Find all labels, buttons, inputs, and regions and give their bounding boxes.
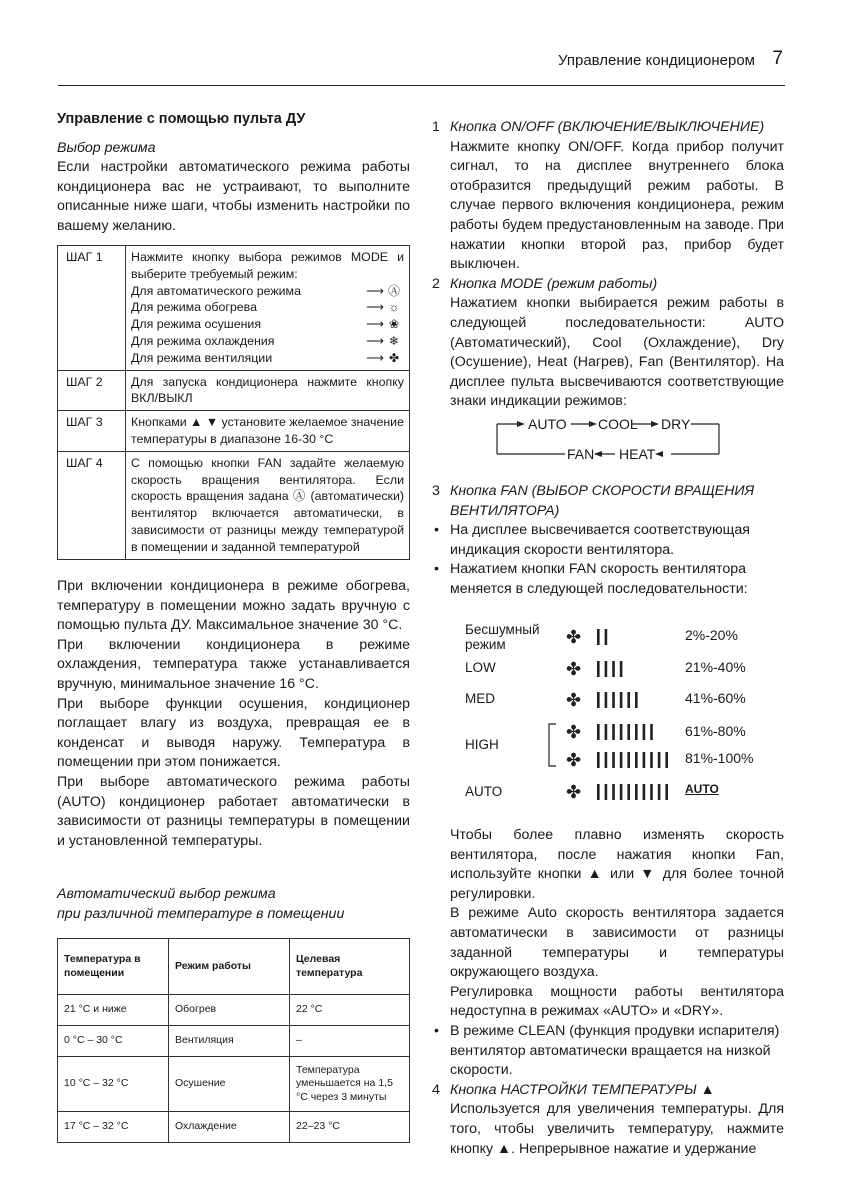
speed-bar xyxy=(612,692,615,708)
right-column-bottom xyxy=(432,826,784,1159)
step-content xyxy=(126,451,410,559)
item-text: Нажмите кнопку ON/OFF. Когда прибор получит сигнал, то на дисплее внутреннего блока отобразится предыдущий режим работы. В случае первого включения кондиционера, режим работы будем предустановленным на заводе. При нажатии кнопки второй раз, прибор будет выключен. xyxy=(450,138,784,273)
bullet-text: Нажатием кнопки FAN скорость вентилятора меняется в следующей последовательности: xyxy=(450,561,748,597)
left-column xyxy=(57,110,410,237)
table-cell: Осушение xyxy=(169,1057,290,1112)
high-bracket xyxy=(547,722,557,768)
sun-icon: ☼ xyxy=(388,300,400,315)
fan-speed-row xyxy=(566,782,668,800)
cycle-fan: FAN xyxy=(567,446,595,462)
table-cell: 22–23 °C xyxy=(290,1112,410,1143)
table-cell: 21 °C и ниже xyxy=(58,995,169,1026)
fan-level-label: HIGH xyxy=(465,737,499,752)
paragraph: При выборе функции осушения, кондиционер поглащает влагу из воздуха, превращая ее в конденсат и выводя наружу. Температура в помещении при этом понижается. xyxy=(57,695,410,771)
step-label: ШАГ 1 xyxy=(58,246,126,371)
item-title-text: Кнопка НАСТРОЙКИ ТЕМПЕРАТУРЫ ▲ xyxy=(450,1081,715,1098)
paragraph: При включении кондиционера в режиме обогрева, температуру в помещении можно задать вручную с помощью пульта ДУ. Максимальное значение 30 °C. xyxy=(57,578,410,634)
cycle-cool: COOL xyxy=(598,416,638,432)
mode-label: Для режима вентиляции xyxy=(131,350,273,365)
speed-bar xyxy=(605,752,608,768)
fan-level-label: Бесшумный режим xyxy=(465,622,540,652)
right-column-top xyxy=(432,118,784,412)
arrow-icon: ⟶ xyxy=(366,283,384,298)
speed-bar xyxy=(612,752,615,768)
step-text: С помощью кнопки FAN задайте желаемую скорость вращения вентилятора. Если скорость вращения задана Ⓐ (автоматически) вентилятор включается автоматически, в зависимости от разницы между температурой в помещении и заданной температурой xyxy=(131,455,404,554)
step-label: ШАГ 4 xyxy=(58,451,126,559)
fan-speed-row xyxy=(566,690,638,711)
cycle-heat: HEAT xyxy=(619,446,656,462)
speed-bar xyxy=(650,784,653,800)
bullet-item xyxy=(432,521,784,560)
step-row xyxy=(58,451,410,559)
left-paragraphs xyxy=(57,577,410,851)
item-title xyxy=(432,118,784,138)
speed-bar xyxy=(658,752,661,768)
fan-icon: ✤ xyxy=(566,750,582,771)
auto-title-line: Автоматический выбор режима xyxy=(57,886,276,902)
speed-bar xyxy=(643,724,646,740)
speed-bar xyxy=(635,752,638,768)
mode-label: Для автоматического режима xyxy=(131,283,301,298)
table-cell: 17 °C – 32 °C xyxy=(58,1112,169,1143)
table-row xyxy=(58,995,410,1026)
table-cell: Охлаждение xyxy=(169,1112,290,1143)
item-title-text: Кнопка MODE (режим работы) xyxy=(450,275,658,292)
auto-badge: AUTO xyxy=(685,782,719,796)
table-row xyxy=(58,1112,410,1143)
speed-bar xyxy=(650,752,653,768)
fan-level-label: MED xyxy=(465,691,495,706)
step-text: Нажмите кнопку выбора режимов MODE и выберите требуемый режим: xyxy=(131,250,404,281)
table-row xyxy=(58,1026,410,1057)
speed-bar xyxy=(627,752,630,768)
speed-bar xyxy=(612,724,615,740)
fan-speed-indicators xyxy=(566,620,696,800)
steps-table xyxy=(57,245,410,560)
step-row xyxy=(58,370,410,411)
mode-label: Для режима охлаждения xyxy=(131,333,275,348)
item-title-text: Кнопка FAN (ВЫБОР СКОРОСТИ ВРАЩЕНИЯ ВЕНТИЛЯТОРА) xyxy=(450,483,755,519)
step-content xyxy=(126,370,410,411)
paragraph: При включении кондиционера в режиме охлаждения, температура также устанавливается вручную, минимальное значение 16 °C. xyxy=(57,636,410,692)
speed-bar xyxy=(620,752,623,768)
speed-bar xyxy=(643,752,646,768)
fan-level-percent: 21%-40% xyxy=(685,659,746,675)
fan-level-label: AUTO xyxy=(465,784,503,799)
fan-level-percent: 2%-20% xyxy=(685,627,738,643)
speed-bar xyxy=(605,692,608,708)
item-number: 3 xyxy=(432,483,440,499)
header-divider xyxy=(58,85,785,86)
item-title xyxy=(432,1081,784,1101)
bullet-icon: • xyxy=(434,561,439,578)
snowflake-icon: ❄ xyxy=(388,333,400,348)
speed-bar xyxy=(620,692,623,708)
fan-icon: ✤ xyxy=(388,350,400,365)
step-content xyxy=(126,411,410,452)
section-heading: Управление с помощью пульта ДУ xyxy=(57,111,306,127)
speed-bar xyxy=(627,692,630,708)
fan-speed-row xyxy=(566,659,622,680)
speed-bar xyxy=(612,661,615,677)
table-cell: Обогрев xyxy=(169,995,290,1026)
mode-row xyxy=(131,283,404,300)
fan-icon: ✤ xyxy=(566,722,582,743)
step-content xyxy=(126,246,410,371)
bullet-icon: • xyxy=(434,522,439,539)
speed-bar xyxy=(620,784,623,800)
arrow-icon: ⟶ xyxy=(366,333,384,348)
item-title xyxy=(432,482,784,521)
speed-bar xyxy=(597,692,600,708)
table-cell: 22 °C xyxy=(290,995,410,1026)
item-title-text: Кнопка ON/OFF (ВКЛЮЧЕНИЕ/ВЫКЛЮЧЕНИЕ) xyxy=(450,119,765,135)
speed-bar xyxy=(635,692,638,708)
speed-bar xyxy=(643,784,646,800)
table-cell: 0 °C – 30 °C xyxy=(58,1026,169,1057)
bullet-text: На дисплее высвечивается соответствующая индикация скорости вентилятора. xyxy=(450,522,750,558)
speed-bar xyxy=(635,724,638,740)
fan-level-percent: 81%-100% xyxy=(685,750,754,766)
bullet-icon: • xyxy=(434,1022,439,1039)
table-cell: Вентиляция xyxy=(169,1026,290,1057)
table-cell: Температура уменьшается на 1,5 °C через 3 минуты xyxy=(290,1057,410,1112)
step-label: ШАГ 2 xyxy=(58,370,126,411)
item-number: 4 xyxy=(432,1081,440,1098)
fan-icon: ✤ xyxy=(566,659,582,680)
table-cell: – xyxy=(290,1026,410,1057)
fan-icon: ✤ xyxy=(566,627,582,648)
table-cell: 10 °C – 32 °C xyxy=(58,1057,169,1112)
mode-subheading: Выбор режима xyxy=(57,139,156,156)
fan-speed-row xyxy=(566,627,607,648)
arrow-icon: ⟶ xyxy=(366,300,384,315)
mode-row xyxy=(131,299,404,316)
mode-row xyxy=(131,333,404,350)
speed-bar xyxy=(597,784,600,800)
item-text: Используется для увеличения температуры. Для того, чтобы увеличить температуру, нажмите кнопку ▲. Непрерывное нажатие и удержание xyxy=(450,1101,784,1157)
speed-bar xyxy=(597,752,600,768)
mode-cycle-diagram xyxy=(495,412,725,464)
column-header: Режим работы xyxy=(169,939,290,995)
bullet-item xyxy=(432,560,784,599)
section-title: Управление кондиционером xyxy=(558,52,755,69)
item-number: 2 xyxy=(432,275,440,292)
auto-mode-icon: Ⓐ xyxy=(387,283,400,298)
cycle-dry: DRY xyxy=(661,416,691,432)
intro-paragraph: Если настройки автоматического режима работы кондиционера вас не устраивают, то выполните описанные ниже шаги, чтобы изменить настройки по вашему желанию. xyxy=(57,159,410,234)
arrow-icon: ⟶ xyxy=(366,350,384,365)
fan-level-percent: 41%-60% xyxy=(685,690,746,706)
fan-speed-row xyxy=(566,722,653,743)
fan-paragraph: Регулировка мощности работы вентилятора недоступна в режимах «AUTO» и «DRY». xyxy=(450,983,784,1020)
drop-icon: ❀ xyxy=(388,317,400,332)
arrow-icon: ⟶ xyxy=(366,317,384,332)
step-text: Для запуска кондиционера нажмите кнопку ВКЛ/ВЫКЛ xyxy=(131,374,404,406)
bullet-text: В режиме CLEAN (функция продувки испарителя) вентилятор автоматически вращается на низкой скорости. xyxy=(450,1022,780,1079)
step-row xyxy=(58,411,410,452)
cycle-auto: AUTO xyxy=(528,416,567,432)
speed-bar xyxy=(620,724,623,740)
fan-section xyxy=(432,482,784,600)
fan-paragraph: Чтобы более плавно изменять скорость вентилятора, после нажатия кнопки Fan, используйте кнопки ▲ или ▼ для более точной регулировки. xyxy=(450,827,784,902)
fan-level-label: LOW xyxy=(465,660,496,675)
speed-bar xyxy=(605,661,608,677)
speed-bar xyxy=(627,784,630,800)
speed-bar xyxy=(597,629,600,645)
mode-label: Для режима осушения xyxy=(131,317,262,332)
speed-bar xyxy=(597,661,600,677)
speed-bar xyxy=(620,661,623,677)
speed-bar xyxy=(665,784,668,800)
fan-level-percent: 61%-80% xyxy=(685,723,746,739)
auto-mode-title xyxy=(57,885,410,924)
speed-bar xyxy=(635,784,638,800)
step-row xyxy=(58,246,410,371)
page-number: 7 xyxy=(772,48,783,69)
speed-bar xyxy=(665,752,668,768)
mode-row xyxy=(131,316,404,333)
speed-bar xyxy=(627,724,630,740)
fan-icon: ✤ xyxy=(566,690,582,711)
fan-paragraph: В режиме Auto скорость вентилятора задается автоматически в зависимости от разницы заданной температуры и температуры окружающего воздуха. xyxy=(450,905,784,981)
step-text: Кнопками ▲ ▼ установите желаемое значение температуры в диапазоне 16-30 °C xyxy=(131,415,404,446)
temperature-table xyxy=(57,938,410,1143)
auto-title-line: при различной температуре в помещении xyxy=(57,905,345,922)
table-header-row xyxy=(58,939,410,995)
item-number: 1 xyxy=(432,119,440,135)
speed-bar xyxy=(605,629,608,645)
speed-bar xyxy=(612,784,615,800)
column-header: Температура в помещении xyxy=(58,939,169,995)
speed-bar xyxy=(658,784,661,800)
item-text: Нажатием кнопки выбирается режим работы в следующей последовательности: AUTO (Автоматический), Cool (Охлаждение), Dry (Осушение), Heat (Нагрев), Fan (Вентилятор). На дисплее пульта высвечиваются соответствующие знаки индикации режимов: xyxy=(450,295,784,410)
mode-label: Для режима обогрева xyxy=(131,300,257,315)
speed-bar xyxy=(597,724,600,740)
fan-speed-row xyxy=(566,750,668,771)
step-label: ШАГ 3 xyxy=(58,411,126,452)
bullet-item xyxy=(432,1022,784,1081)
table-row xyxy=(58,1057,410,1112)
column-header: Целевая температура xyxy=(290,939,410,995)
mode-row xyxy=(131,350,404,367)
speed-bar xyxy=(605,784,608,800)
item-title xyxy=(432,275,784,295)
speed-bar xyxy=(650,724,653,740)
speed-bar xyxy=(605,724,608,740)
paragraph: При выборе автоматического режима работы (AUTO) кондиционер работает автоматически в зависимости от разницы температуры в помещении и установленной температуры. xyxy=(57,773,410,849)
fan-icon: ✤ xyxy=(566,782,582,800)
